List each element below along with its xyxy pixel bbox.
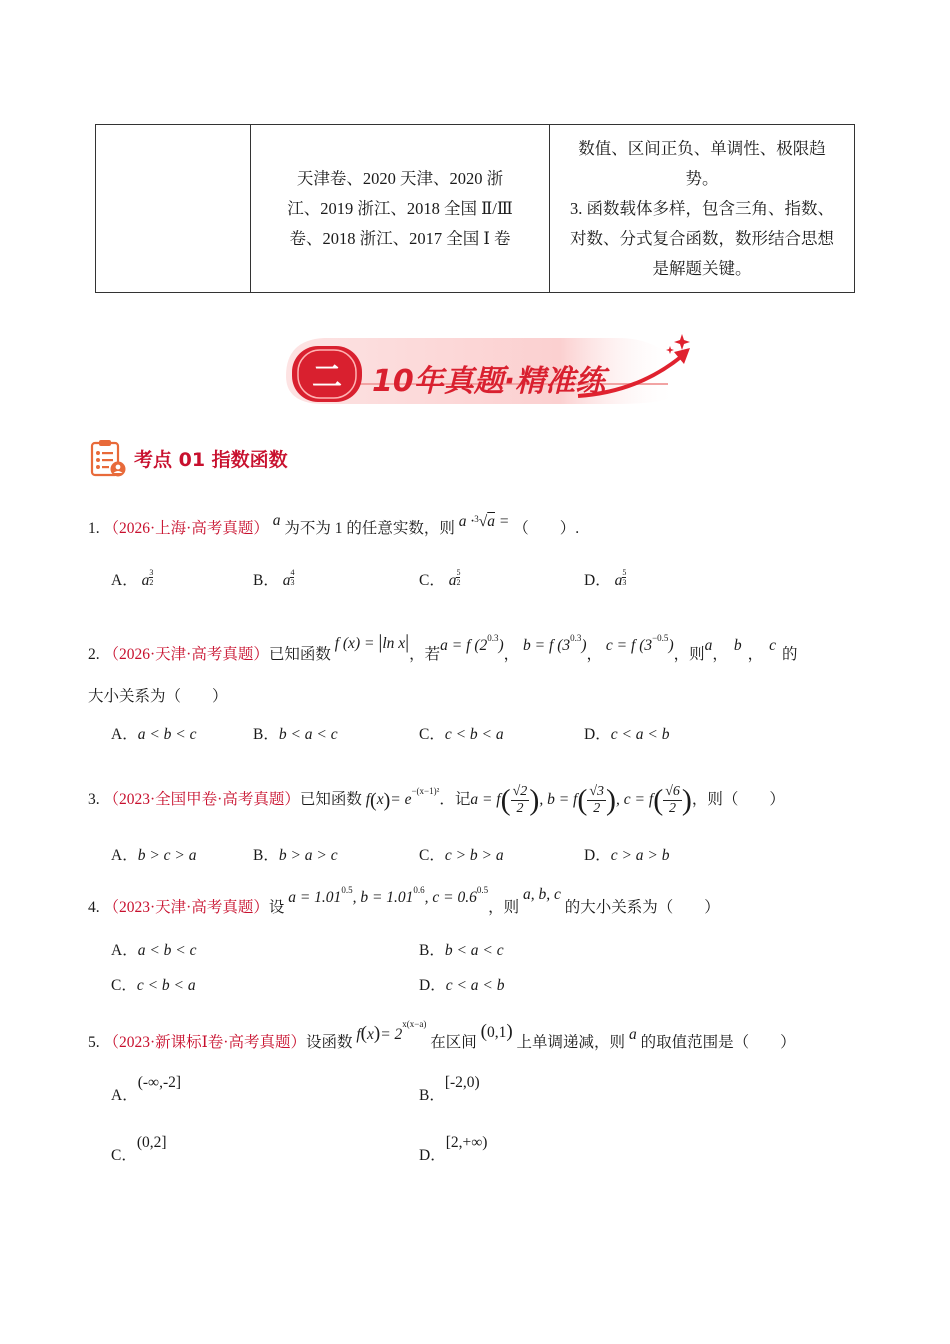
math-expr: a = f $(2^{0.3})$ <box>440 633 504 654</box>
option-base: a <box>141 572 150 589</box>
math-var: a <box>704 637 713 654</box>
cell-line: 数值、区间正负、单调性、极限趋 <box>578 138 826 158</box>
exponent-num: 5 <box>456 568 461 577</box>
exponent-den: 3 <box>622 578 627 587</box>
question-stem: 设函数 <box>305 1034 353 1051</box>
option-expr: b < a < c <box>444 942 504 959</box>
option-d[interactable] <box>584 568 626 590</box>
math-expr: $a = 1.01^{0.5}$, $b = 1.01^{0.6}$, $c = 0.6^{0.5}$ <box>288 885 489 906</box>
option-c[interactable] <box>111 973 196 995</box>
option-a[interactable] <box>111 938 197 960</box>
option-expr: (0,2] <box>136 1134 167 1151</box>
question-stem-end: （ ）. <box>513 520 580 537</box>
exponent-den: 2 <box>149 578 154 587</box>
option-a[interactable] <box>111 722 197 744</box>
option-b[interactable] <box>253 568 294 590</box>
option-label: A． <box>111 847 138 864</box>
cell-line: 天津卷、2020 天津、2020 浙 <box>296 168 504 188</box>
banner-number: 二 <box>312 360 342 395</box>
option-expr: [-2,0) <box>444 1074 480 1091</box>
option-label: D． <box>584 726 611 743</box>
option-expr: c < b < a <box>136 977 196 994</box>
option-c[interactable] <box>419 568 460 590</box>
option-b[interactable] <box>253 722 338 744</box>
option-d[interactable] <box>419 973 505 995</box>
option-label: A． <box>111 572 138 589</box>
question-stem: 为不为 1 的任意实数，则 <box>284 520 455 537</box>
option-b[interactable] <box>253 843 338 865</box>
option-expr: c < b < a <box>444 726 504 743</box>
option-b[interactable] <box>419 938 504 960</box>
cell-line: 3. 函数载体多样，包含三角、指数、 <box>570 198 834 218</box>
cell-line: 是解题关键。 <box>652 258 752 278</box>
question-number: 2. <box>88 646 100 663</box>
exponent-den: 2 <box>456 578 461 587</box>
option-b[interactable] <box>419 1074 480 1105</box>
question-stem: ．记 <box>439 791 471 808</box>
option-label: C． <box>111 1147 137 1164</box>
option-label: D． <box>419 1147 446 1164</box>
math-var: c <box>769 637 777 654</box>
option-expr: c > a > b <box>610 847 670 864</box>
question-source: （2023·天津·高考真题） <box>103 899 269 916</box>
exponent-den: 3 <box>290 578 295 587</box>
option-exponent <box>290 568 294 587</box>
math-expr: f (x) = |ln x| <box>334 631 410 653</box>
option-base: a <box>282 572 291 589</box>
option-exponent <box>622 568 626 587</box>
cell-line: 对数、分式复合函数，数形结合思想 <box>570 228 834 248</box>
exponent-num: 3 <box>149 568 154 577</box>
option-a[interactable] <box>111 568 153 590</box>
question-number: 3. <box>88 791 100 808</box>
option-expr: [2,+∞) <box>445 1134 488 1151</box>
option-label: C． <box>111 977 137 994</box>
question-4 <box>88 885 720 918</box>
option-expr: c > b > a <box>444 847 504 864</box>
option-exponent <box>456 568 460 587</box>
cell-line: 卷、2018 浙江、2017 全国 Ⅰ 卷 <box>289 228 511 248</box>
option-expr: c < a < b <box>445 977 505 994</box>
option-label: B． <box>419 942 445 959</box>
math-expr: a = f( $\frac{√2}{2}$ ), b = f( $\frac{√3}{2}$ ), c = f( $\frac{√6}{2}$ ) <box>470 783 692 817</box>
question-stem: ，则 <box>673 646 705 663</box>
question-stem: 已知函数 <box>268 646 331 663</box>
option-expr: b > c > a <box>137 847 197 864</box>
table-cell-empty <box>96 125 251 293</box>
question-stem: ，则 <box>488 899 520 916</box>
option-label: A． <box>111 1087 138 1104</box>
clipboard-icon <box>88 438 128 478</box>
option-expr: b > a > c <box>278 847 338 864</box>
math-var: a <box>628 1026 637 1043</box>
question-stem: 已知函数 <box>299 791 362 808</box>
table-cell-sources <box>251 125 550 293</box>
option-label: D． <box>584 572 611 589</box>
math-var: b <box>733 637 742 654</box>
section-banner <box>278 326 698 412</box>
math-expr: $f(x)= e^{-(x-1)^2}$ <box>365 786 440 812</box>
option-expr: a < b < c <box>137 942 197 959</box>
question-1 <box>88 512 580 539</box>
table-row <box>96 125 855 293</box>
option-base: a <box>448 572 457 589</box>
option-label: B． <box>253 847 279 864</box>
question-3 <box>88 760 785 831</box>
question-source: （2023·新课标Ⅰ卷·高考真题） <box>103 1034 306 1051</box>
option-label: D． <box>419 977 446 994</box>
question-2-line2: 大小关系为（ ） <box>88 688 228 705</box>
option-c[interactable] <box>419 722 504 744</box>
question-source: （2023·全国甲卷·高考真题） <box>103 791 300 808</box>
option-a[interactable] <box>111 843 197 865</box>
math-expr: c = f $(3^{-0.5})$ <box>605 633 674 654</box>
option-label: C． <box>419 847 445 864</box>
math-expr: (0,1) <box>480 1021 513 1042</box>
math-var: a <box>272 512 281 529</box>
question-number: 5. <box>88 1034 100 1051</box>
option-base: a <box>614 572 623 589</box>
topic-table <box>95 124 855 293</box>
table-cell-analysis <box>550 125 855 293</box>
question-stem: 设 <box>268 899 285 916</box>
option-label: C． <box>419 726 445 743</box>
exponent-num: 4 <box>290 568 295 577</box>
cell-line: 势。 <box>685 168 719 188</box>
option-c[interactable] <box>111 1134 167 1165</box>
option-expr: (-∞,-2] <box>137 1074 182 1091</box>
option-label: A． <box>111 726 138 743</box>
math-expr: b = f $(3^{0.3})$ <box>523 633 587 654</box>
question-stem-end: 的大小关系为（ ） <box>564 899 720 916</box>
question-stem: ，若 <box>409 646 441 663</box>
option-label: B． <box>419 1087 445 1104</box>
option-label: B． <box>253 572 279 589</box>
question-number: 4. <box>88 899 100 916</box>
question-stem: 上单调递减，则 <box>516 1034 626 1051</box>
cell-line: 江、2019 浙江、2018 全国 Ⅱ/Ⅲ <box>287 198 513 218</box>
exponent-num: 5 <box>622 568 627 577</box>
question-stem-end: ，则（ ） <box>691 791 785 808</box>
option-d[interactable] <box>584 722 670 744</box>
math-expr: $f(x)= 2^{x(x-a)}$ <box>356 1019 427 1044</box>
option-expr: c < a < b <box>610 726 670 743</box>
section-title: 考点 01 指数函数 <box>134 448 288 471</box>
question-number: 1. <box>88 520 100 537</box>
option-expr: a < b < c <box>137 726 197 743</box>
section-heading <box>88 438 288 478</box>
option-label: A． <box>111 942 138 959</box>
option-label: D． <box>584 847 611 864</box>
math-expr: a, b, c <box>523 886 561 903</box>
question-stem: 的 <box>782 646 798 663</box>
option-c[interactable] <box>419 843 504 865</box>
question-2: 2. （2026·天津·高考真题）已知函数 f (x) = |ln x|，若a = f $(2^{0.3})$， b = f $(3^{0.3})$， c = f $(3^{-0.5})$，则a，b，c的 <box>88 631 798 663</box>
question-5 <box>88 1019 796 1053</box>
option-exponent <box>149 568 153 587</box>
question-stem-end: 的取值范围是（ ） <box>640 1034 796 1051</box>
option-label: C． <box>419 572 445 589</box>
option-label: B． <box>253 726 279 743</box>
option-d[interactable] <box>584 843 670 865</box>
option-expr: b < a < c <box>278 726 338 743</box>
question-source: （2026·天津·高考真题） <box>103 646 269 663</box>
question-source: （2026·上海·高考真题） <box>103 520 269 537</box>
question-stem: 在区间 <box>430 1034 477 1051</box>
math-expr: a ·$^3$√a = <box>458 513 510 530</box>
banner-title: 10年真题·精准练 <box>372 364 606 399</box>
option-a[interactable] <box>111 1074 182 1105</box>
option-d[interactable] <box>419 1134 488 1165</box>
